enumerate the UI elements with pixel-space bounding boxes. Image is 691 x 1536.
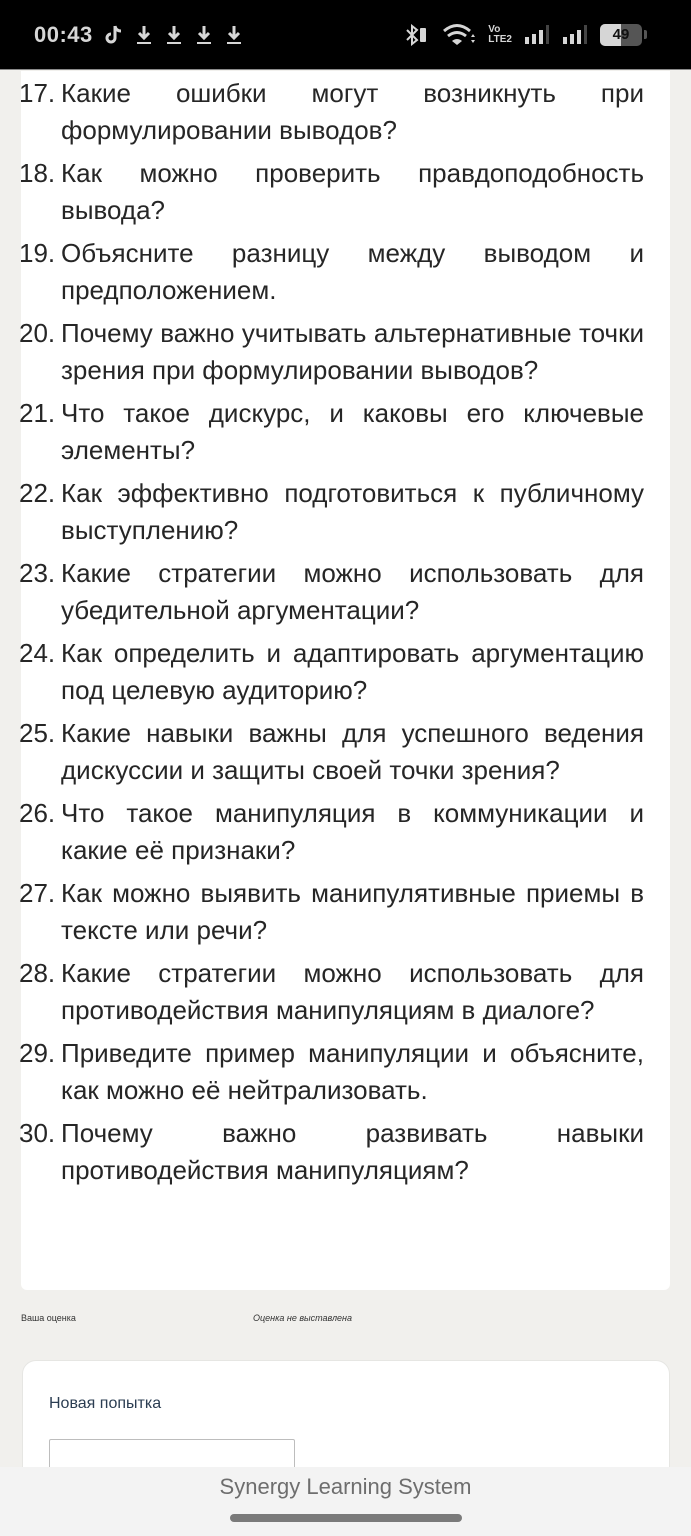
question-text: Какие навыки важны для успешного ведения дискуссии и защиты своей точки зрения?: [61, 718, 644, 785]
question-list: [21, 71, 670, 1189]
question-number: 17.: [19, 78, 56, 108]
signal-icon: [524, 24, 550, 46]
question-item: [21, 235, 670, 309]
question-text: Как можно проверить правдоподобность вывода?: [61, 158, 644, 225]
new-attempt-title: Новая попытка: [49, 1395, 162, 1412]
question-item: [21, 635, 670, 709]
bottom-bar: [0, 1467, 691, 1536]
question-text: Приведите пример манипуляции и объясните, как можно её нейтрализовать.: [61, 1038, 644, 1105]
status-bar-right: [404, 23, 647, 47]
question-number: 18.: [19, 158, 56, 188]
question-number: 28.: [19, 958, 56, 988]
home-indicator[interactable]: [230, 1514, 462, 1522]
battery-icon: [600, 24, 642, 46]
download-icon: [165, 23, 183, 47]
question-item: [21, 1115, 670, 1189]
tiktok-icon: [105, 24, 123, 46]
volte-icon: Vo LTE2: [488, 23, 512, 45]
question-item: [21, 795, 670, 869]
battery-tip: [644, 30, 647, 39]
question-item: [21, 475, 670, 549]
question-number: 30.: [19, 1118, 56, 1148]
grade-value: Оценка не выставлена: [253, 1313, 352, 1323]
download-icon: [195, 23, 213, 47]
question-text: Как определить и адаптировать аргументацию под целевую аудиторию?: [61, 638, 644, 705]
status-bar: [0, 0, 691, 70]
grade-label: Ваша оценка: [21, 1313, 76, 1323]
app-name: Synergy Learning System: [219, 1474, 472, 1499]
question-number: 19.: [19, 238, 56, 268]
question-number: 29.: [19, 1038, 56, 1068]
question-number: 27.: [19, 878, 56, 908]
download-icon: [225, 23, 243, 47]
question-item: [21, 1035, 670, 1109]
question-item: [21, 395, 670, 469]
question-text: Почему важно развивать навыки противодействия манипуляциям?: [61, 1118, 644, 1185]
question-text: Как эффективно подготовиться к публичному выступлению?: [61, 478, 644, 545]
question-number: 26.: [19, 798, 56, 828]
question-text: Объясните разницу между выводом и предположением.: [61, 238, 644, 305]
question-item: [21, 75, 670, 149]
battery-level: 49: [612, 26, 630, 43]
question-text: Как можно выявить манипулятивные приемы в тексте или речи?: [61, 878, 644, 945]
question-text: Какие стратегии можно использовать для противодействия манипуляциям в диалоге?: [61, 958, 644, 1025]
question-item: [21, 955, 670, 1029]
question-number: 21.: [19, 398, 56, 428]
question-item: [21, 315, 670, 389]
question-number: 24.: [19, 638, 56, 668]
download-icon: [135, 23, 153, 47]
question-number: 22.: [19, 478, 56, 508]
question-text: Что такое дискурс, и каковы его ключевые элементы?: [61, 398, 644, 465]
signal-icon: [562, 24, 588, 46]
question-item: [21, 715, 670, 789]
question-item: [21, 155, 670, 229]
status-bar-left: [34, 22, 243, 48]
clock: 00:43: [34, 21, 93, 47]
wifi-icon: [442, 23, 476, 47]
question-text: Что такое манипуляция в коммуникации и какие её признаки?: [61, 798, 644, 865]
question-text: Какие ошибки могут возникнуть при формулировании выводов?: [61, 78, 644, 145]
question-text: Какие стратегии можно использовать для убедительной аргументации?: [61, 558, 644, 625]
question-text: Почему важно учитывать альтернативные точки зрения при формулировании выводов?: [61, 318, 644, 385]
question-number: 23.: [19, 558, 56, 588]
question-number: 25.: [19, 718, 56, 748]
question-item: [21, 875, 670, 949]
question-content-card: [21, 71, 670, 1290]
bluetooth-icon: [404, 24, 430, 46]
question-item: [21, 555, 670, 629]
question-number: 20.: [19, 318, 56, 348]
